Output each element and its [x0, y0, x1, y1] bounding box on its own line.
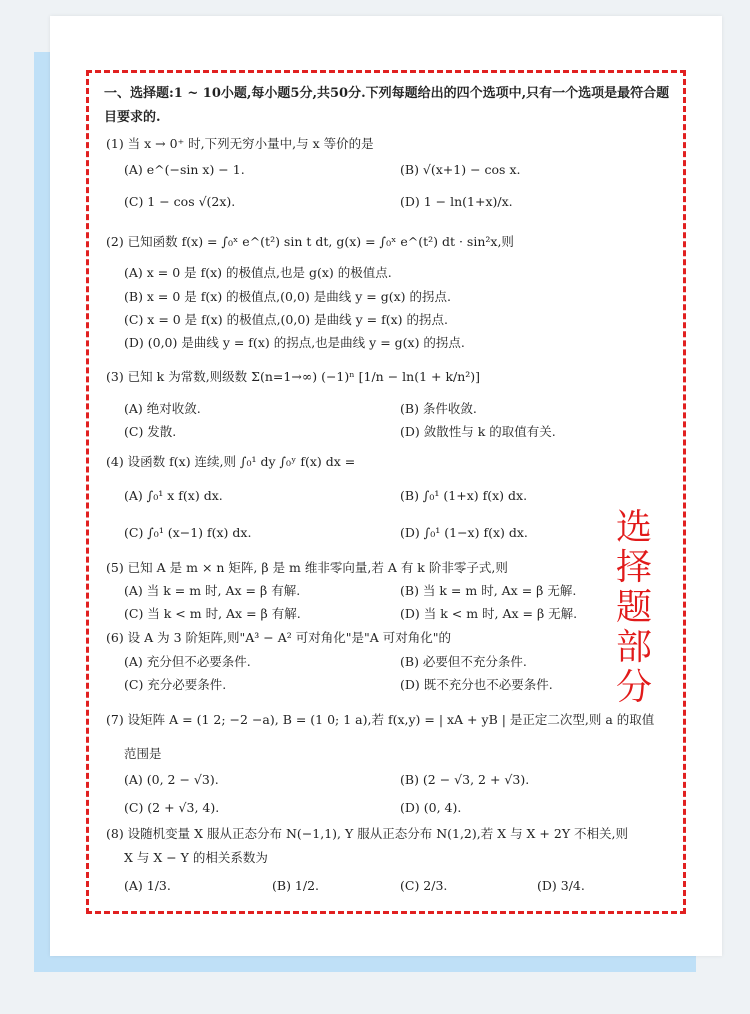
stamp-char: 择 — [615, 547, 652, 588]
question-6: (6) 设 A 为 3 阶矩阵,则"A³ − A² 可对角化"是"A 可对角化"的 — [106, 630, 451, 645]
option-1a: (A) e^(−sin x) − 1. — [124, 162, 245, 177]
section-stamp — [612, 508, 656, 708]
option-6a: (A) 充分但不必要条件. — [124, 654, 251, 669]
option-2c: (C) x = 0 是 f(x) 的极值点,(0,0) 是曲线 y = f(x) 的拐点. — [124, 312, 448, 327]
option-3c: (C) 发散. — [124, 424, 177, 439]
option-8a: (A) 1/3. — [124, 878, 171, 893]
question-1: (1) 当 x → 0⁺ 时,下列无穷小量中,与 x 等价的是 — [106, 136, 374, 151]
stamp-char: 部 — [615, 627, 652, 668]
option-7c: (C) (2 + √3, 4). — [124, 800, 220, 815]
question-5: (5) 已知 A 是 m × n 矩阵, β 是 m 维非零向量,若 A 有 k 阶非零子式,则 — [106, 560, 508, 575]
option-1d: (D) 1 − ln(1+x)/x. — [400, 194, 513, 209]
option-4c: (C) ∫₀¹ (x−1) f(x) dx. — [124, 525, 252, 540]
question-2: (2) 已知函数 f(x) = ∫₀ˣ e^(t²) sin t dt, g(x) = ∫₀ˣ e^(t²) dt · sin²x,则 — [106, 234, 514, 249]
question-7: (7) 设矩阵 A = (1 2; −2 −a), B = (1 0; 1 a),若 f(x,y) = | xA + yB | 是正定二次型,则 a 的取值 — [106, 712, 655, 727]
option-4a: (A) ∫₀¹ x f(x) dx. — [124, 488, 223, 503]
option-2b: (B) x = 0 是 f(x) 的极值点,(0,0) 是曲线 y = g(x) 的拐点. — [124, 289, 451, 304]
question-8-cont: X 与 X − Y 的相关系数为 — [124, 850, 268, 865]
question-3: (3) 已知 k 为常数,则级数 Σ(n=1→∞) (−1)ⁿ [1/n − ln(1 + k/n²)] — [106, 369, 481, 384]
option-6b: (B) 必要但不充分条件. — [400, 654, 527, 669]
option-8d: (D) 3/4. — [537, 878, 585, 893]
option-8b: (B) 1/2. — [272, 878, 320, 893]
question-7-cont: 范围是 — [124, 746, 162, 761]
option-3a: (A) 绝对收敛. — [124, 401, 201, 416]
stamp-char: 题 — [615, 587, 652, 628]
option-7b: (B) (2 − √3, 2 + √3). — [400, 772, 530, 787]
option-2a: (A) x = 0 是 f(x) 的极值点,也是 g(x) 的极值点. — [124, 265, 392, 280]
stamp-char: 选 — [615, 507, 652, 548]
option-5d: (D) 当 k < m 时, Ax = β 无解. — [400, 606, 578, 621]
section-header: 一、选择题:1 ~ 10小题,每小题5分,共50分.下列每题给出的四个选项中,只有一个选项是最符合题目要求的. — [104, 86, 670, 125]
option-6c: (C) 充分必要条件. — [124, 677, 227, 692]
option-8c: (C) 2/3. — [400, 878, 448, 893]
option-3d: (D) 敛散性与 k 的取值有关. — [400, 424, 556, 439]
stamp-char: 分 — [615, 667, 652, 708]
option-7d: (D) (0, 4). — [400, 800, 462, 815]
option-7a: (A) (0, 2 − √3). — [124, 772, 219, 787]
question-4: (4) 设函数 f(x) 连续,则 ∫₀¹ dy ∫₀ʸ f(x) dx = — [106, 454, 356, 469]
option-1b: (B) √(x+1) − cos x. — [400, 162, 521, 177]
question-8: (8) 设随机变量 X 服从正态分布 N(−1,1), Y 服从正态分布 N(1,2),若 X 与 X + 2Y 不相关,则 — [106, 826, 629, 841]
option-5b: (B) 当 k = m 时, Ax = β 无解. — [400, 583, 577, 598]
option-3b: (B) 条件收敛. — [400, 401, 477, 416]
option-4b: (B) ∫₀¹ (1+x) f(x) dx. — [400, 488, 528, 503]
option-4d: (D) ∫₀¹ (1−x) f(x) dx. — [400, 525, 528, 540]
option-2d: (D) (0,0) 是曲线 y = f(x) 的拐点,也是曲线 y = g(x) 的拐点. — [124, 335, 465, 350]
option-5a: (A) 当 k = m 时, Ax = β 有解. — [124, 583, 301, 598]
option-6d: (D) 既不充分也不必要条件. — [400, 677, 553, 692]
option-1c: (C) 1 − cos √(2x). — [124, 194, 236, 209]
option-5c: (C) 当 k < m 时, Ax = β 有解. — [124, 606, 301, 621]
